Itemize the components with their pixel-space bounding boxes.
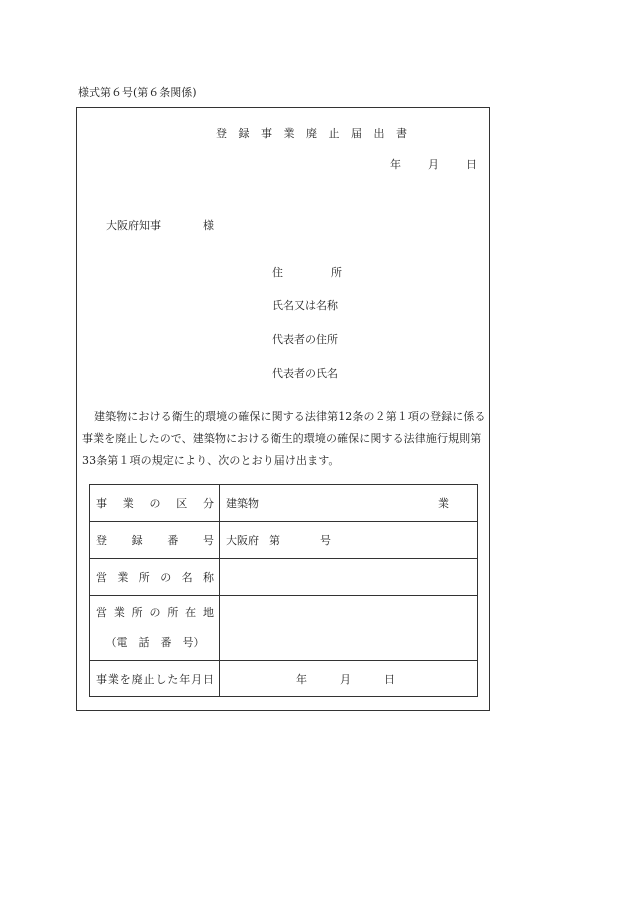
applicant-name-label: 氏名又は名称 [272,299,338,312]
date-day: 日 [466,158,477,171]
addressee-name: 大阪府知事 [106,219,161,232]
address-label-second: 所 [331,266,342,279]
table-row [90,596,478,661]
representative-address-label: 代表者の住所 [272,333,338,346]
abolition-month: 月 [340,672,351,686]
addressee [106,217,214,233]
business-category-suffix: 業 [438,497,449,510]
business-category-value [220,485,478,522]
form-code: 様式第６号(第６条関係) [78,86,197,99]
office-location-value [220,596,478,661]
phone-number-label [96,628,214,658]
details-table [89,484,478,697]
date-year: 年 [390,158,401,171]
abolition-date-label: 事業を廃止した年月日 [90,661,220,697]
abolition-year: 年 [296,672,307,686]
office-location-label-text: 営業所の所在地 [96,606,214,619]
office-name-label: 営業所の名称 [90,559,220,596]
phone-label-part: （電 [105,636,128,649]
registration-prefecture: 大阪府 [226,534,259,547]
form-title: 登 録 事 業 廃 止 届 出 書 [216,127,411,140]
phone-label-part: 話 [138,636,150,649]
office-location-label [90,596,220,661]
registration-dai: 第 [269,534,280,547]
abolition-date-value [220,661,478,697]
table-row [90,522,478,559]
registration-number-label: 登録番号 [90,522,220,559]
phone-label-part: 番 [160,636,172,649]
address-label-first: 住 [272,266,283,279]
phone-label-part: 号） [182,636,205,649]
table-row [90,485,478,522]
representative-name-label: 代表者の氏名 [272,367,338,380]
date-month: 月 [428,158,439,171]
applicant-address-label [272,264,342,280]
body-text: 建築物における衛生的環境の確保に関する法律第12条の２第１項の登録に係る事業を廃止したので、建築物における衛生的環境の確保に関する法律施行規則第33条第１項の規定により、次のとおり届け出ます。 [82,410,486,467]
addressee-honorific: 様 [203,219,214,232]
registration-go: 号 [320,534,331,547]
business-category-label: 事業の区分 [90,485,220,522]
registration-number-value [220,522,478,559]
table-row [90,661,478,697]
abolition-day: 日 [384,672,395,686]
date-line [390,156,477,172]
table-row [90,559,478,596]
business-category-prefix: 建築物 [226,497,259,510]
office-name-value [220,559,478,596]
